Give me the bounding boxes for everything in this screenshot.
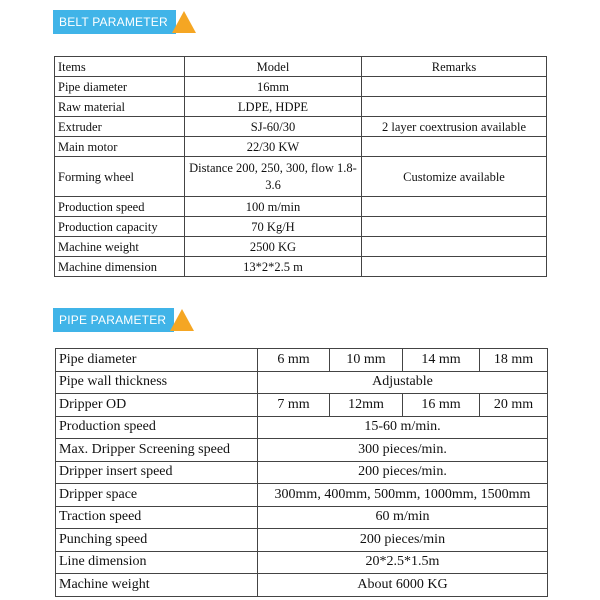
table-row xyxy=(56,394,548,417)
table-row xyxy=(55,257,547,277)
model-cell: 70 Kg/H xyxy=(185,217,362,237)
table-row xyxy=(55,117,547,137)
label-cell: Traction speed xyxy=(56,506,258,529)
header-triangle-decoration xyxy=(170,309,194,331)
model-cell: 13*2*2.5 m xyxy=(185,257,362,277)
label-cell: Pipe wall thickness xyxy=(56,371,258,394)
value-cell: 20 mm xyxy=(480,394,548,417)
table-row xyxy=(56,439,548,462)
value-cell: 18 mm xyxy=(480,349,548,372)
table-row xyxy=(56,371,548,394)
belt-parameter-table xyxy=(54,56,547,277)
table-row xyxy=(56,551,548,574)
label-cell: Machine weight xyxy=(56,574,258,597)
table-row xyxy=(56,529,548,552)
label-cell: Dripper insert speed xyxy=(56,461,258,484)
table-row xyxy=(55,197,547,217)
label-cell: Dripper OD xyxy=(56,394,258,417)
value-cell: 300 pieces/min. xyxy=(258,439,548,462)
table-row xyxy=(56,574,548,597)
label-cell: Production speed xyxy=(56,416,258,439)
remarks-cell xyxy=(362,137,547,157)
value-cell: 20*2.5*1.5m xyxy=(258,551,548,574)
item-cell: Pipe diameter xyxy=(55,77,185,97)
item-cell: Machine dimension xyxy=(55,257,185,277)
item-cell: Extruder xyxy=(55,117,185,137)
table-row xyxy=(56,506,548,529)
item-cell: Production speed xyxy=(55,197,185,217)
model-cell: SJ-60/30 xyxy=(185,117,362,137)
item-cell: Machine weight xyxy=(55,237,185,257)
table-row xyxy=(55,77,547,97)
pipe-parameter-title: PIPE PARAMETER xyxy=(53,308,174,332)
belt-parameter-header xyxy=(53,10,196,34)
label-cell: Dripper space xyxy=(56,484,258,507)
table-row xyxy=(56,461,548,484)
remarks-cell: Customize available xyxy=(362,157,547,197)
value-cell: 10 mm xyxy=(330,349,403,372)
label-cell: Line dimension xyxy=(56,551,258,574)
remarks-cell xyxy=(362,97,547,117)
value-cell: 12mm xyxy=(330,394,403,417)
table-row xyxy=(56,484,548,507)
value-cell: 200 pieces/min xyxy=(258,529,548,552)
remarks-cell xyxy=(362,257,547,277)
item-cell: Forming wheel xyxy=(55,157,185,197)
remarks-cell: 2 layer coextrusion available xyxy=(362,117,547,137)
model-cell: 2500 KG xyxy=(185,237,362,257)
value-cell: 300mm, 400mm, 500mm, 1000mm, 1500mm xyxy=(258,484,548,507)
item-cell: Production capacity xyxy=(55,217,185,237)
header-triangle-decoration xyxy=(172,11,196,33)
label-cell: Pipe diameter xyxy=(56,349,258,372)
pipe-parameter-table xyxy=(55,348,548,597)
value-cell: 16 mm xyxy=(403,394,480,417)
item-cell: Raw material xyxy=(55,97,185,117)
model-cell: Distance 200, 250, 300, flow 1.8-3.6 xyxy=(185,157,362,197)
value-cell: 200 pieces/min. xyxy=(258,461,548,484)
remarks-cell xyxy=(362,237,547,257)
model-cell: 100 m/min xyxy=(185,197,362,217)
table-row xyxy=(56,349,548,372)
table-row xyxy=(55,97,547,117)
belt-parameter-title: BELT PARAMETER xyxy=(53,10,176,34)
column-header-items: Items xyxy=(55,57,185,77)
value-cell: 7 mm xyxy=(258,394,330,417)
value-cell: Adjustable xyxy=(258,371,548,394)
remarks-cell xyxy=(362,197,547,217)
value-cell: About 6000 KG xyxy=(258,574,548,597)
pipe-parameter-header xyxy=(53,308,194,332)
model-cell: LDPE, HDPE xyxy=(185,97,362,117)
model-cell: 16mm xyxy=(185,77,362,97)
value-cell: 60 m/min xyxy=(258,506,548,529)
table-row xyxy=(55,217,547,237)
item-cell: Main motor xyxy=(55,137,185,157)
remarks-cell xyxy=(362,77,547,97)
value-cell: 14 mm xyxy=(403,349,480,372)
column-header-model: Model xyxy=(185,57,362,77)
table-header-row xyxy=(55,57,547,77)
label-cell: Max. Dripper Screening speed xyxy=(56,439,258,462)
value-cell: 15-60 m/min. xyxy=(258,416,548,439)
value-cell: 6 mm xyxy=(258,349,330,372)
column-header-remarks: Remarks xyxy=(362,57,547,77)
table-row xyxy=(55,237,547,257)
label-cell: Punching speed xyxy=(56,529,258,552)
remarks-cell xyxy=(362,217,547,237)
table-row xyxy=(56,416,548,439)
model-cell: 22/30 KW xyxy=(185,137,362,157)
table-row xyxy=(55,137,547,157)
table-row xyxy=(55,157,547,197)
